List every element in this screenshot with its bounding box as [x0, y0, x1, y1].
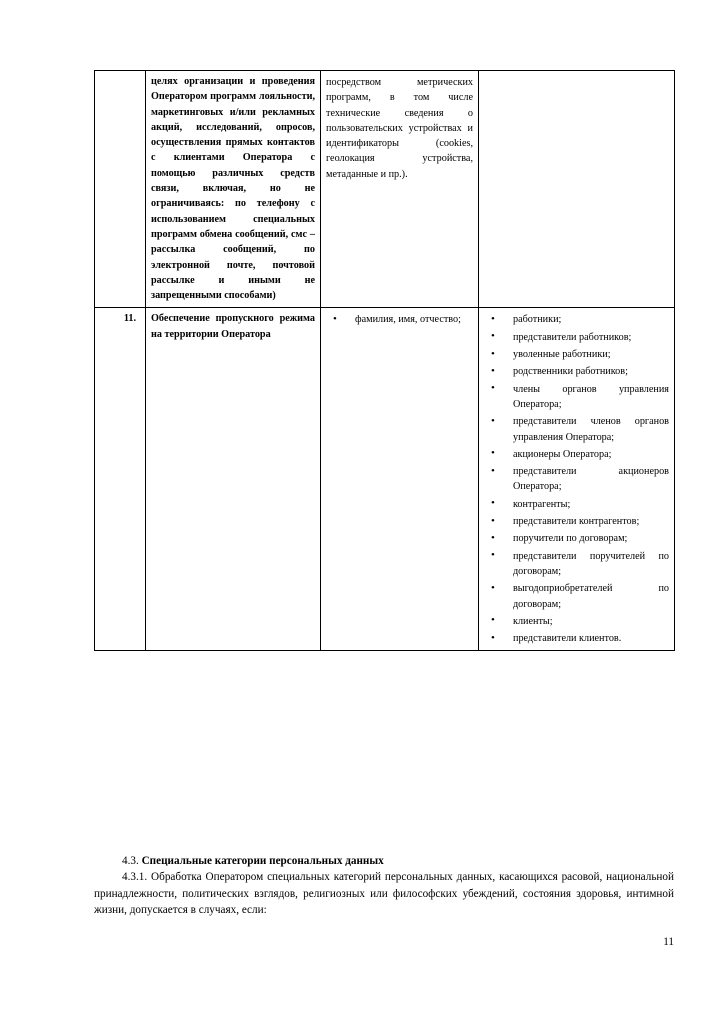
- table-row: [95, 71, 675, 308]
- section-paragraph: 4.3.1. Обработка Оператором специальных категорий персональных данных, касающихся расовой, национальной принадлежности, политических взглядов, религиозных или философских убеждений, состояния здоровья, интимной жизни, допускается в случаях, если:: [94, 871, 674, 917]
- list-item: • поручители по договорам;: [484, 531, 669, 546]
- list-item: • родственники работников;: [484, 364, 669, 379]
- list-item: • представители клиентов.: [484, 631, 669, 646]
- row-data-cell: [321, 308, 479, 651]
- list-item: • контрагенты;: [484, 497, 669, 512]
- personal-data-table: [94, 70, 675, 651]
- section-heading-number: 4.3.: [122, 855, 139, 867]
- list-item: • представители членов органов управления Оператора;: [484, 414, 669, 445]
- list-item: • клиенты;: [484, 614, 669, 629]
- list-item: • работники;: [484, 312, 669, 327]
- list-item: • акционеры Оператора;: [484, 447, 669, 462]
- section-heading: [94, 853, 674, 869]
- list-item: • выгодоприобретателей по договорам;: [484, 581, 669, 612]
- row-number-cell: [95, 71, 146, 308]
- list-item: • представители поручителей по договорам;: [484, 549, 669, 580]
- section-heading-title: Специальные категории персональных данных: [141, 855, 384, 867]
- list-item: • представители акционеров Оператора;: [484, 464, 669, 495]
- list-item: • представители контрагентов;: [484, 514, 669, 529]
- row-number-cell: 11.: [95, 308, 146, 651]
- row-purpose-cell: целях организации и проведения Оператором программ лояльности, маркетинговых и/или рекламных акций, исследований, опросов, осуществления прямых контактов с клиентами Оператора с помощью различных средств связи, включая, но не ограничиваясь: по телефону с использованием специальных программ обмена сообщений, смс – рассылка сообщений, по электронной почте, почтовой рассылке и иными не запрещенными способами): [146, 71, 321, 308]
- list-item: • представители работников;: [484, 330, 669, 345]
- row-subjects-cell: [479, 308, 675, 651]
- data-bullet-list: [326, 312, 473, 327]
- table-row: [95, 308, 675, 651]
- body-text-block: [94, 853, 674, 919]
- subjects-bullet-list: [484, 312, 669, 646]
- row-data-cell: посредством метрических программ, в том числе технические сведения о пользовательских устройствах и идентификаторы (cookies, геолокация устройства, метаданные и пр.).: [321, 71, 479, 308]
- list-item: • уволенные работники;: [484, 347, 669, 362]
- row-purpose-cell: Обеспечение пропускного режима на территории Оператора: [146, 308, 321, 651]
- row-subjects-cell: [479, 71, 675, 308]
- page-number: 11: [663, 936, 674, 948]
- list-item: • члены органов управления Оператора;: [484, 382, 669, 413]
- list-item: • фамилия, имя, отчество;: [326, 312, 473, 327]
